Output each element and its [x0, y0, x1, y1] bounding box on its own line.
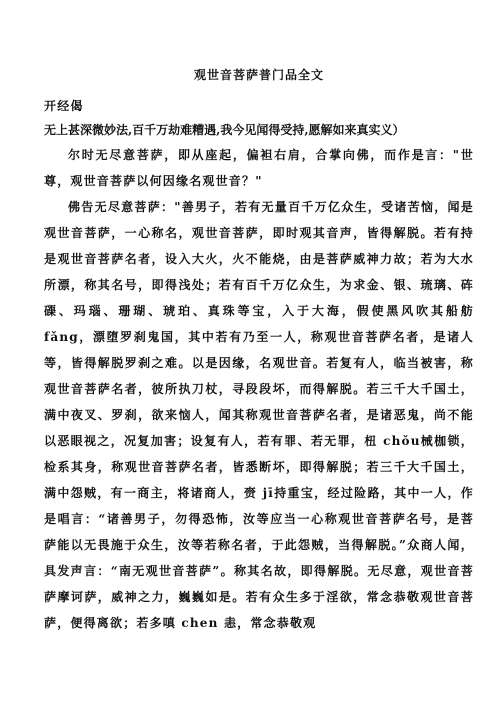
paragraph-buddha-reply: 佛告无尽意菩萨："善男子，若有无量百千万亿众生，受诸苦恼，闻是观世音菩萨，一心称名，观世音菩萨，即时观其音声，皆得解脱。若有持是观世音菩萨名者，设入大火，火不能烧，由是菩萨威神力故；若为大水所漂，称其名号，即得浅处；若有百千万亿众生，为求金、银、琉璃、砗磲、玛瑙、珊瑚、琥珀、真珠等宝，入于大海，假使黑风吹其船舫 fǎng，漂堕罗刹鬼国，其中若有乃至一人，称观世音菩萨名者，是诸人等，皆得解脱罗刹之难。以是因缘，名观世音。若复有人，临当被害，称观世音菩萨名者，彼所执刀杖，寻段段坏，而得解脱。若三千大千国土，满中夜叉、罗刹，欲来恼人，闻其称观世音菩萨名者，是诸恶鬼，尚不能以恶眼视之，况复加害；设复有人，若有罪、若无罪，杻 chǒu械枷锁，检系其身，称观世音菩萨名者，皆悉断坏，即得解脱；若三千大千国土，满中怨贼，有一商主，将诸商人，赍 jī持重宝，经过险路，其中一人，作是唱言：“诸善男子，勿得恐怖，汝等应当一心称观世音菩萨名号，是菩萨能以无畏施于众生，汝等若称名者，于此怨贼，当得解脱。”众商人闻，具发声言：“南无观世音菩萨”。称其名故，即得解脱。无尽意，观世音菩萨摩诃萨，威神之力，巍巍如是。若有众生多于淫欲，常念恭敬观世音菩萨，便得离欲；若多嗔 chen 恚，常念恭敬观	[44, 200, 474, 630]
opening-verse: 无上甚深微妙法,百千万劫难糟遇,我今见闻得受持,愿解如来真实义）	[44, 123, 405, 137]
section-heading: 开经偈	[44, 99, 84, 113]
paragraph-opening-question: 尔时无尽意菩萨，即从座起，偏袒右肩，合掌向佛，而作是言："世尊，观世音菩萨以何因缘名观世音？"	[44, 148, 474, 188]
document-title: 观世音菩萨普门品全文	[193, 68, 324, 82]
